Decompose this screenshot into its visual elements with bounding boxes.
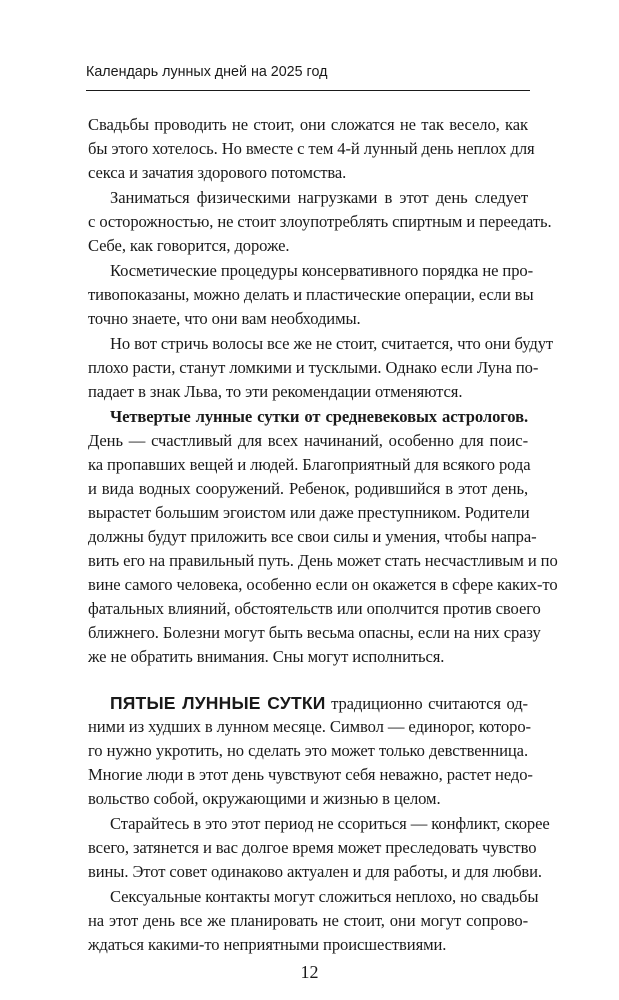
header-rule xyxy=(86,90,530,91)
text-line: Себе, как говорится, дороже. xyxy=(88,236,290,255)
text-line: День — счастливый для всех начинаний, особенно для поис- xyxy=(88,431,528,450)
text-line: Заниматься физическими нагрузками в этот день следует xyxy=(110,188,528,207)
text-line: должны будут приложить все свои силы и умения, чтобы напра- xyxy=(88,527,537,546)
chapter-heading: ПЯТЫЕ ЛУННЫЕ СУТКИ xyxy=(110,693,326,713)
text-line: тивопоказаны, можно делать и пластические операции, если вы xyxy=(88,285,534,304)
text-line: на этот день все же планировать не стоит, они могут сопрово- xyxy=(88,911,528,930)
text-line: Старайтесь в это этот период не ссориться — конфликт, скорее xyxy=(110,814,550,833)
text-line: ка пропавших вещей и людей. Благоприятный для всякого рода xyxy=(88,455,531,474)
text-line: Многие люди в этот день чувствуют себя неважно, растет недо- xyxy=(88,765,533,784)
running-header: Календарь лунных дней на 2025 год xyxy=(86,64,328,80)
text-line: Сексуальные контакты могут сложиться неплохо, но свадьбы xyxy=(110,887,539,906)
text-line: секса и зачатия здорового потомства. xyxy=(88,163,347,182)
text-line: и вида водных сооружений. Ребенок, родившийся в этот день, xyxy=(88,479,528,498)
text-line: вырастет большим эгоистом или даже преступником. Родители xyxy=(88,503,530,522)
text-line: бы этого хотелось. Но вместе с тем 4-й лунный день неплох для xyxy=(88,139,535,158)
text-line xyxy=(110,690,528,716)
text-line: ближнего. Болезни могут быть весьма опасны, если на них сразу xyxy=(88,623,541,642)
page-number: 12 xyxy=(300,962,319,982)
text-line: точно знаете, что они вам необходимы. xyxy=(88,309,361,328)
text-line: ждаться какими-то неприятными происшествиями. xyxy=(88,935,447,954)
text-line: ними из худших в лунном месяце. Символ — единорог, которо- xyxy=(88,717,531,736)
text-line: плохо расти, станут ломкими и тусклыми. Однако если Луна по- xyxy=(88,358,539,377)
text-line: вить его на правильный путь. День может стать несчастливым и по xyxy=(88,551,558,570)
text-line: всего, затянется и вас долгое время может преследовать чувство xyxy=(88,838,537,857)
text-line: Свадьбы проводить не стоит, они сложатся не так весело, как xyxy=(88,115,528,134)
text-fragment: традиционно считаются од- xyxy=(331,694,528,713)
text-line: го нужно укротить, но сделать это может только девственница. xyxy=(88,741,528,760)
text-line: вине самого человека, особенно если он окажется в сфере каких-то xyxy=(88,575,558,594)
text-line: вины. Этот совет одинаково актуален и для работы, и для любви. xyxy=(88,862,542,881)
text-line: с осторожностью, не стоит злоупотреблять спиртным и переедать. xyxy=(88,212,552,231)
text-line: вольство собой, окружающими и жизнью в целом. xyxy=(88,789,441,808)
text-line: Косметические процедуры консервативного порядка не про- xyxy=(110,261,534,280)
text-line: Но вот стричь волосы все же не стоит, считается, что они будут xyxy=(110,334,554,353)
text-line: же не обратить внимания. Сны могут исполниться. xyxy=(88,647,445,666)
text-line: фатальных влияний, обстоятельств или ополчится против своего xyxy=(88,599,541,618)
section-subheading: Четвертые лунные сутки от средневековых астрологов. xyxy=(110,407,528,426)
text-line: падает в знак Льва, то эти рекомендации отменяются. xyxy=(88,382,463,401)
